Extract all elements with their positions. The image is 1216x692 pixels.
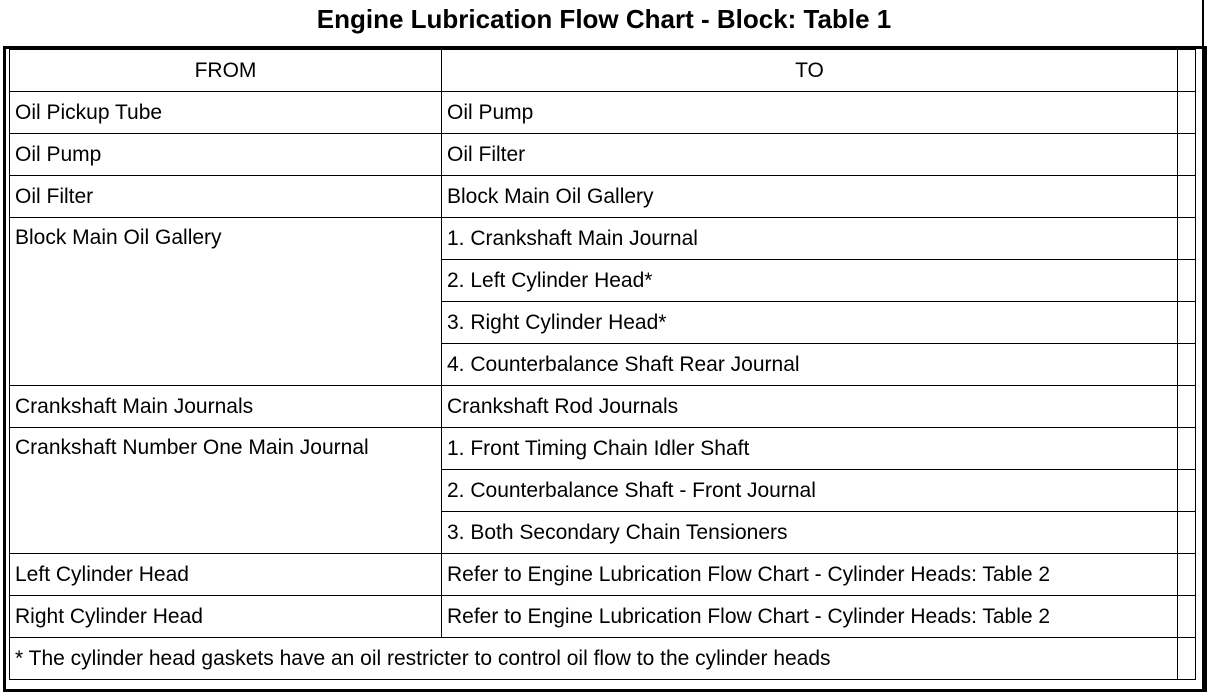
table-header-row bbox=[10, 50, 1196, 92]
from-cell: Right Cylinder Head bbox=[10, 596, 442, 638]
table-row bbox=[10, 134, 1196, 176]
table-row bbox=[10, 92, 1196, 134]
footnote: * The cylinder head gaskets have an oil restricter to control oil flow to the cylinder heads bbox=[10, 638, 1178, 680]
table-title: Engine Lubrication Flow Chart - Block: Table 1 bbox=[316, 4, 892, 34]
to-cell: Block Main Oil Gallery bbox=[442, 176, 1178, 218]
from-cell: Crankshaft Number One Main Journal bbox=[10, 428, 442, 554]
table-row bbox=[10, 176, 1196, 218]
to-cell: 4. Counterbalance Shaft Rear Journal bbox=[442, 344, 1178, 386]
table-row bbox=[10, 554, 1196, 596]
from-cell: Crankshaft Main Journals bbox=[10, 386, 442, 428]
lubrication-flow-table bbox=[9, 49, 1196, 680]
to-cell: 1. Crankshaft Main Journal bbox=[442, 218, 1178, 260]
from-cell: Oil Pump bbox=[10, 134, 442, 176]
column-header-to: TO bbox=[442, 50, 1178, 92]
footnote-row bbox=[10, 638, 1196, 680]
table-frame bbox=[3, 46, 1207, 692]
table-row bbox=[10, 218, 1196, 260]
to-cell: 1. Front Timing Chain Idler Shaft bbox=[442, 428, 1178, 470]
table-row bbox=[10, 596, 1196, 638]
table-row bbox=[10, 428, 1196, 470]
table-row bbox=[10, 386, 1196, 428]
to-cell: Oil Filter bbox=[442, 134, 1178, 176]
to-cell: 3. Both Secondary Chain Tensioners bbox=[442, 512, 1178, 554]
to-cell: 2. Left Cylinder Head* bbox=[442, 260, 1178, 302]
to-cell: 3. Right Cylinder Head* bbox=[442, 302, 1178, 344]
to-cell: Refer to Engine Lubrication Flow Chart - Cylinder Heads: Table 2 bbox=[442, 554, 1178, 596]
column-header-from: FROM bbox=[10, 50, 442, 92]
to-cell: Refer to Engine Lubrication Flow Chart - Cylinder Heads: Table 2 bbox=[442, 596, 1178, 638]
to-cell: 2. Counterbalance Shaft - Front Journal bbox=[442, 470, 1178, 512]
from-cell: Block Main Oil Gallery bbox=[10, 218, 442, 386]
from-cell: Oil Filter bbox=[10, 176, 442, 218]
to-cell: Oil Pump bbox=[442, 92, 1178, 134]
to-cell: Crankshaft Rod Journals bbox=[442, 386, 1178, 428]
from-cell: Oil Pickup Tube bbox=[10, 92, 442, 134]
from-cell: Left Cylinder Head bbox=[10, 554, 442, 596]
